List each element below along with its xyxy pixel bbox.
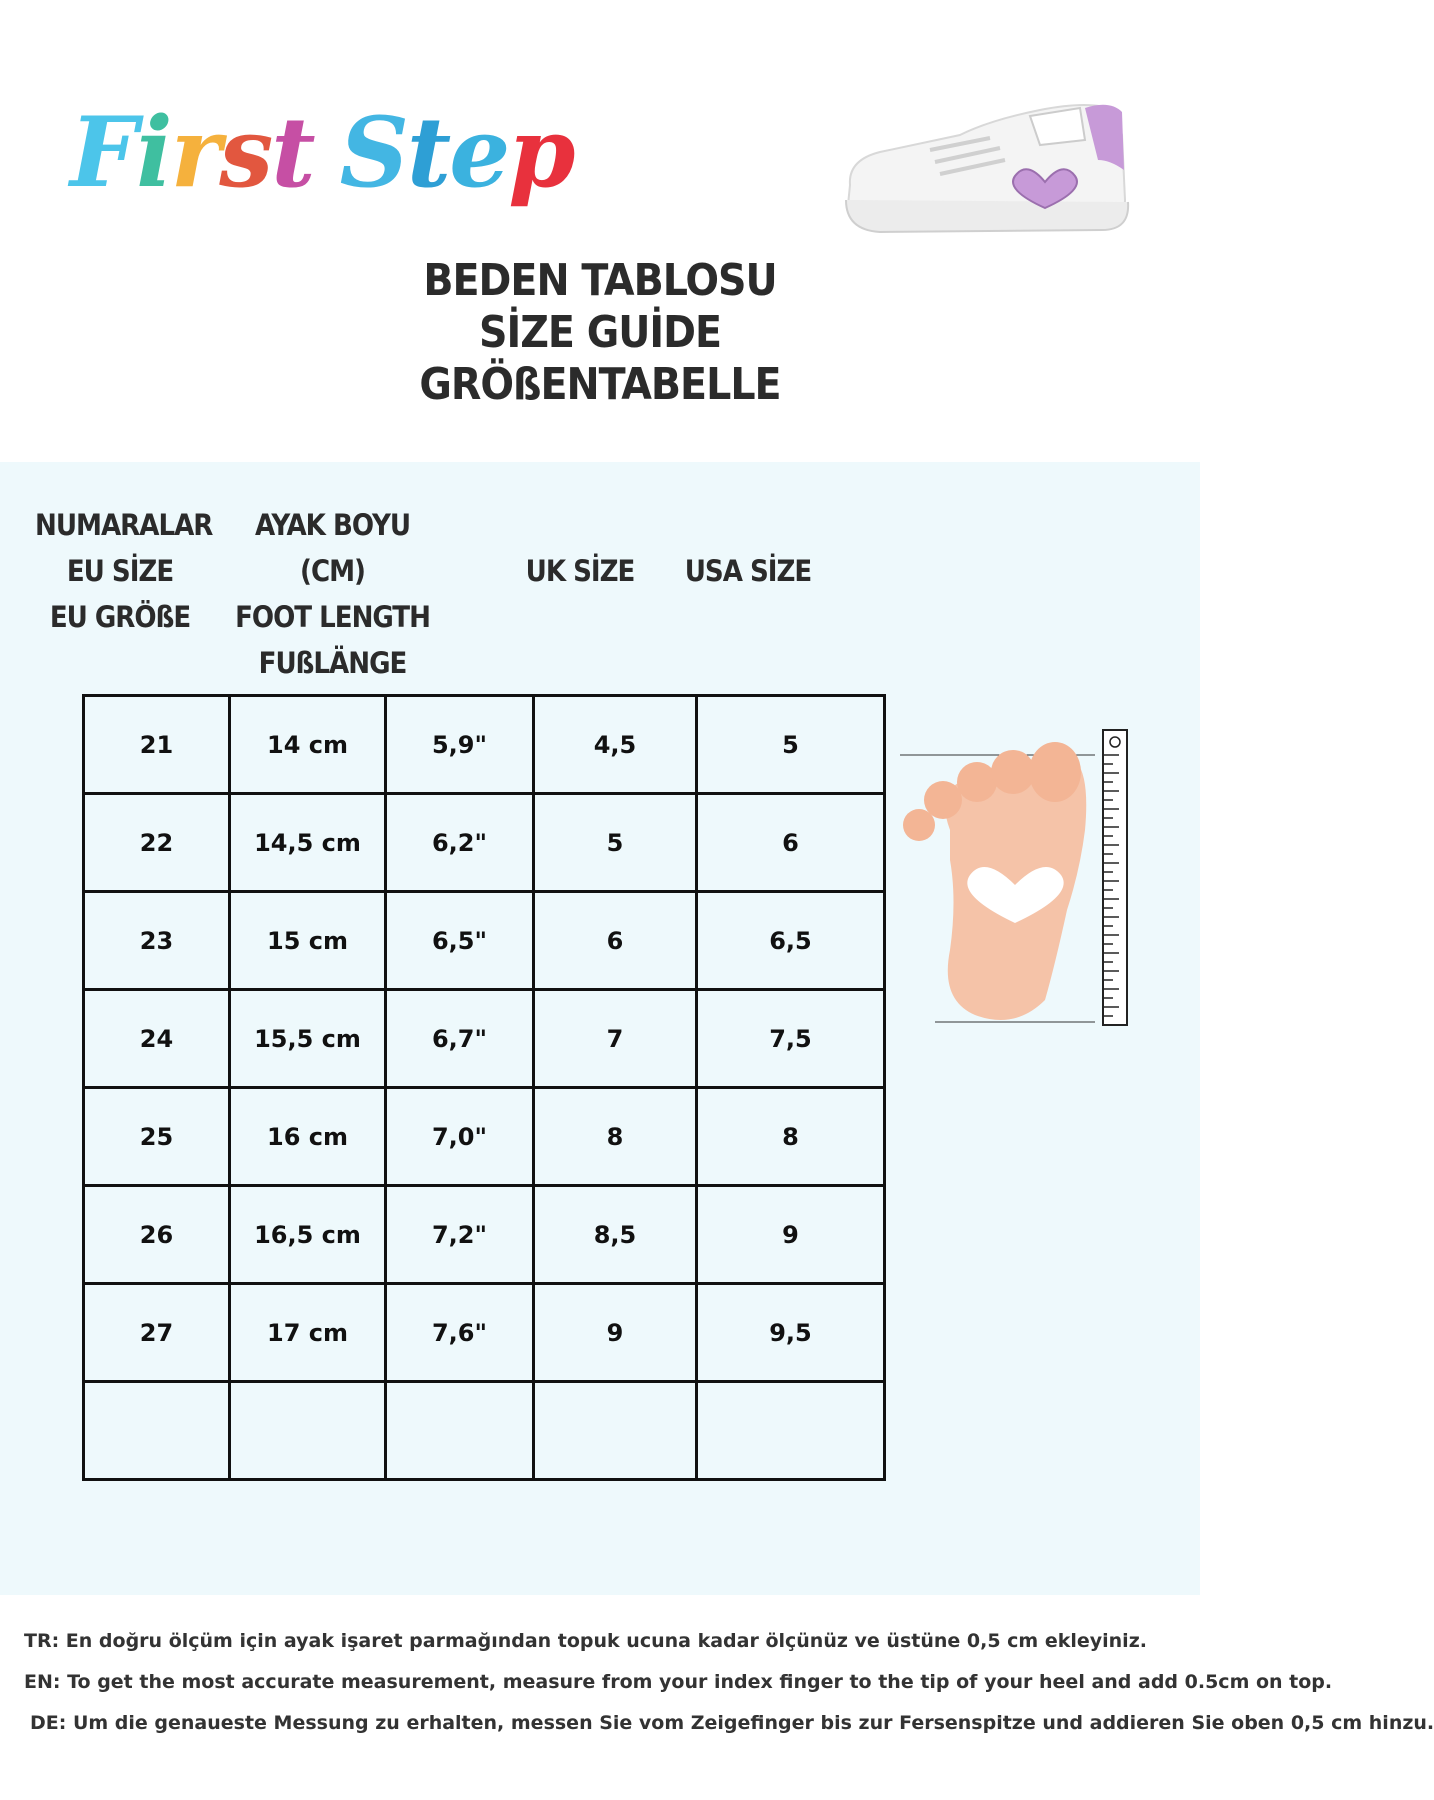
table-cell: 5 (534, 794, 697, 892)
table-cell: 6,2" (386, 794, 534, 892)
logo-letter: e (449, 96, 509, 209)
table-row (84, 892, 885, 990)
logo-letter: p (508, 96, 574, 209)
table-cell: 8 (534, 1088, 697, 1186)
table-cell: 7 (534, 990, 697, 1088)
table-cell: 22 (84, 794, 230, 892)
table-cell: 9,5 (697, 1284, 885, 1382)
title-tr: BEDEN TABLOSU (423, 255, 777, 306)
table-cell: 15,5 cm (230, 990, 386, 1088)
note-en: EN: To get the most accurate measurement, measure from your index finger to the tip of your heel and add 0.5cm on top. (24, 1671, 1333, 1693)
title-de: GRÖßENTABELLE (419, 359, 781, 410)
table-cell: 16 cm (230, 1088, 386, 1186)
table-cell: 16,5 cm (230, 1186, 386, 1284)
table-row (84, 1382, 885, 1480)
table-cell (230, 1382, 386, 1480)
table-cell: 6,5" (386, 892, 534, 990)
logo-letter: s (219, 96, 272, 209)
header-usa-size: USA SİZE (684, 554, 812, 588)
logo-letter: S (339, 96, 407, 209)
table-cell: 5,9" (386, 696, 534, 794)
table-cell: 6 (534, 892, 697, 990)
table-cell: 5 (697, 696, 885, 794)
table-row (84, 1088, 885, 1186)
table-cell (386, 1382, 534, 1480)
measurement-notes (24, 1630, 1434, 1753)
foot-measure-illustration (895, 720, 1140, 1030)
table-cell: 6 (697, 794, 885, 892)
table-cell: 6,5 (697, 892, 885, 990)
table-cell: 21 (84, 696, 230, 794)
table-row (84, 1186, 885, 1284)
table-cell: 9 (697, 1186, 885, 1284)
logo-letter: r (170, 96, 220, 209)
table-row (84, 990, 885, 1088)
table-cell: 9 (534, 1284, 697, 1382)
shoe-image (840, 90, 1130, 250)
header-eu-de: EU GRÖßE (49, 600, 191, 634)
note-tr: TR: En doğru ölçüm için ayak işaret parmağından topuk ucuna kadar ölçünüz ve üstüne 0,5 cm ekleyiniz. (24, 1630, 1147, 1652)
table-cell: 27 (84, 1284, 230, 1382)
table-cell: 25 (84, 1088, 230, 1186)
header-eu-size (35, 502, 213, 640)
note-de: DE: Um die genaueste Messung zu erhalten, messen Sie vom Zeigefinger bis zur Fersenspitze und addieren Sie oben 0,5 cm hinzu. (30, 1712, 1434, 1734)
header-eu-en: EU SİZE (66, 554, 174, 588)
header-foot-length (220, 502, 445, 686)
table-cell: 14 cm (230, 696, 386, 794)
title-en: SİZE GUİDE (478, 307, 721, 358)
logo-letter: i (136, 96, 171, 209)
header-foot-en: FOOT LENGTH (235, 600, 430, 634)
table-cell: 4,5 (534, 696, 697, 794)
table-cell: 7,2" (386, 1186, 534, 1284)
table-cell: 23 (84, 892, 230, 990)
header-foot-de: FUßLÄNGE (258, 646, 407, 680)
header-foot-tr: AYAK BOYU (CM) (254, 508, 411, 588)
table-cell: 8 (697, 1088, 885, 1186)
table-cell: 14,5 cm (230, 794, 386, 892)
table-cell: 7,6" (386, 1284, 534, 1382)
brand-logo (70, 96, 574, 209)
table-cell: 7,0" (386, 1088, 534, 1186)
table-cell: 26 (84, 1186, 230, 1284)
table-cell: 7,5 (697, 990, 885, 1088)
table-cell (697, 1382, 885, 1480)
header-uk-size: UK SİZE (525, 554, 635, 588)
size-table (82, 694, 886, 1481)
table-cell: 24 (84, 990, 230, 1088)
table-cell (534, 1382, 697, 1480)
logo-letter: t (271, 96, 314, 209)
page-title-block (0, 255, 1200, 411)
table-row (84, 696, 885, 794)
header-eu-tr: NUMARALAR (35, 508, 213, 542)
table-cell: 8,5 (534, 1186, 697, 1284)
table-cell (84, 1382, 230, 1480)
table-row (84, 1284, 885, 1382)
table-cell: 15 cm (230, 892, 386, 990)
table-cell: 17 cm (230, 1284, 386, 1382)
table-cell: 6,7" (386, 990, 534, 1088)
table-row (84, 794, 885, 892)
logo-letter: t (406, 96, 450, 209)
logo-letter: F (70, 96, 137, 209)
